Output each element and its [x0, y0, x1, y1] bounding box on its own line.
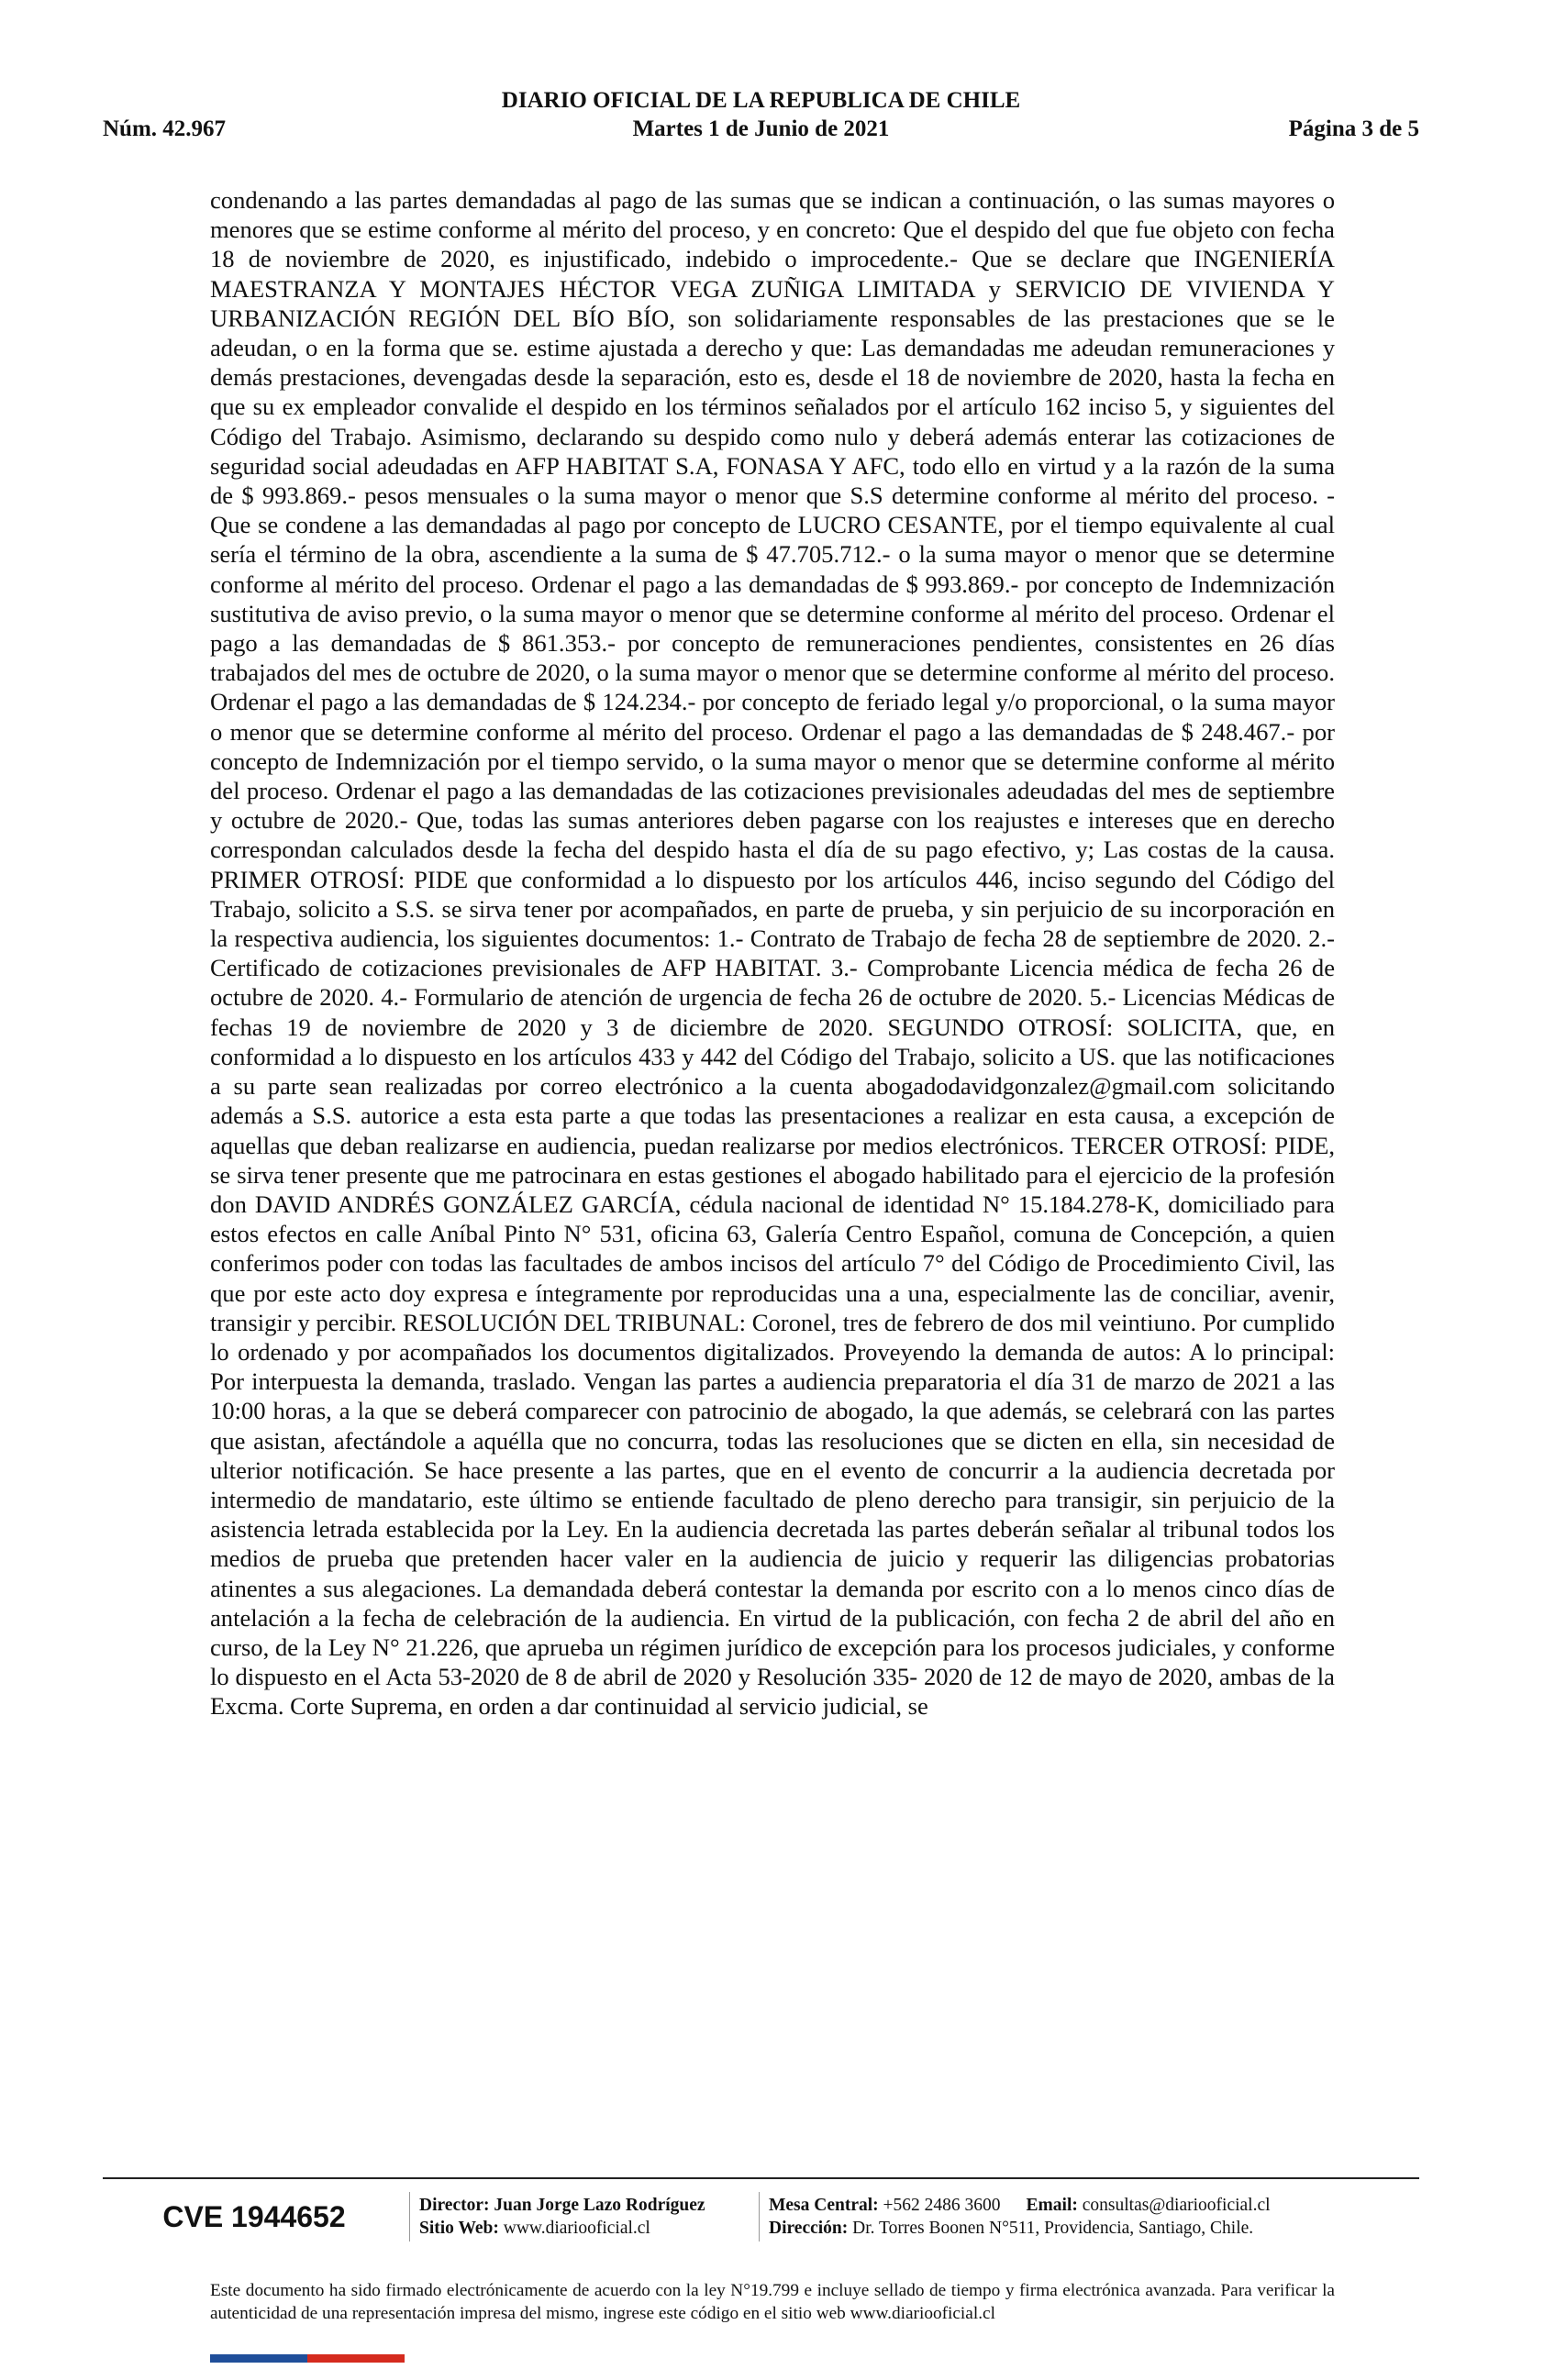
website-line	[419, 2217, 705, 2240]
page-footer	[103, 2186, 1419, 2251]
legal-notice: Este documento ha sido firmado electrónicamente de acuerdo con la ley N°19.799 e incluye sellado de tiempo y firma electrónica avanzada. Para verificar la autenticidad de una representación impresa del mismo, ingrese este código en el sitio web www.diariooficial.cl	[210, 2281, 1335, 2323]
address-value: Dr. Torres Boonen N°511, Providencia, Santiago, Chile.	[852, 2219, 1254, 2238]
director-line	[419, 2194, 705, 2217]
flag-blue-segment	[210, 2354, 307, 2363]
footer-separator	[759, 2192, 760, 2242]
body-paragraph: condenando a las partes demandadas al pago de las sumas que se indican a continuación, o las sumas mayores o menores que se estime conforme al mérito del proceso, y en concreto: Que el despido del que fue objeto con fecha 18 de noviembre de 2020, es injustificado, indebido o improcedente.- Que se declare que INGENIERÍA MAESTRANZA Y MONTAJES HÉCTOR VEGA ZUÑIGA LIMITADA y SERVICIO DE VIVIENDA Y URBANIZACIÓN REGIÓN DEL BÍO BÍO, son solidariamente responsables de las prestaciones que se le adeudan, o en la forma que se. estime ajustada a derecho y que: Las demandadas me adeudan remuneraciones y demás prestaciones, devengadas desde la separación, esto es, desde el 18 de noviembre de 2020, hasta la fecha en que su ex empleador convalide el despido en los términos señalados por el artículo 162 inciso 5, y siguientes del Código del Trabajo. Asimismo, declarando su despido como nulo y deberá además enterar las cotizaciones de seguridad social adeudadas en AFP HABITAT S.A, FONASA Y AFC, todo ello en virtud y a la razón de la suma de $ 993.869.- pesos mensuales o la suma mayor o menor que S.S determine conforme al mérito del proceso. - Que se condene a las demandadas al pago por concepto de LUCRO CESANTE, por el tiempo equivalente al cual sería el término de la obra, ascendiente a la suma de $ 47.705.712.- o la suma mayor o menor que se determine conforme al mérito del proceso. Ordenar el pago a las demandadas de $ 993.869.- por concepto de Indemnización sustitutiva de aviso previo, o la suma mayor o menor que se determine conforme al mérito del proceso. Ordenar el pago a las demandadas de $ 861.353.- por concepto de remuneraciones pendientes, consistentes en 26 días trabajados del mes de octubre de 2020, o la suma mayor o menor que se determine conforme al mérito del proceso. Ordenar el pago a las demandadas de $ 124.234.- por concepto de feriado legal y/o proporcional, o la suma mayor o menor que se determine conforme al mérito del proceso. Ordenar el pago a las demandadas de $ 248.467.- por concepto de Indemnización por el tiempo servido, o la suma mayor o menor que se determine conforme al mérito del proceso. Ordenar el pago a las demandadas de las cotizaciones previsionales adeudadas del mes de septiembre y octubre de 2020.- Que, todas las sumas anteriores deben pagarse con los reajustes e intereses que en derecho correspondan calculados desde la fecha del despido hasta el día de su pago efectivo, y; Las costas de la causa. PRIMER OTROSÍ: PIDE que conformidad a lo dispuesto por los artículos 446, inciso segundo del Código del Trabajo, solicito a S.S. se sirva tener por acompañados, en parte de prueba, y sin perjuicio de su incorporación en la respectiva audiencia, los siguientes documentos: 1.- Contrato de Trabajo de fecha 28 de septiembre de 2020. 2.- Certificado de cotizaciones previsionales de AFP HABITAT. 3.- Comprobante Licencia médica de fecha 26 de octubre de 2020. 4.- Formulario de atención de urgencia de fecha 26 de octubre de 2020. 5.- Licencias Médicas de fechas 19 de noviembre de 2020 y 3 de diciembre de 2020. SEGUNDO OTROSÍ: SOLICITA, que, en conformidad a lo dispuesto en los artículos 433 y 442 del Código del Trabajo, solicito a US. que las notificaciones a su parte sean realizadas por correo electrónico a la cuenta abogadodavidgonzalez@gmail.com solicitando además a S.S. autorice a esta esta parte a que todas las presentaciones a realizar en esta causa, a excepción de aquellas que deban realizarse en audiencia, puedan realizarse por medios electrónicos. TERCER OTROSÍ: PIDE, se sirva tener presente que me patrocinara en estas gestiones el abogado habilitado para el ejercicio de la profesión don DAVID ANDRÉS GONZÁLEZ GARCÍA, cédula nacional de identidad N° 15.184.278-K, domiciliado para estos efectos en calle Aníbal Pinto N° 531, oficina 63, Galería Centro Español, comuna de Concepción, a quien conferimos poder con todas las facultades de ambos incisos del artículo 7° del Código de Procedimiento Civil, las que por este acto doy expresa e íntegramente por reproducidas una a una, especialmente las de conciliar, avenir, transigir y percibir. RESOLUCIÓN DEL TRIBUNAL: Coronel, tres de febrero de dos mil veintiuno. Por cumplido lo ordenado y por acompañados los documentos digitalizados. Proveyendo la demanda de autos: A lo principal: Por interpuesta la demanda, traslado. Vengan las partes a audiencia preparatoria el día 31 de marzo de 2021 a las 10:00 horas, a la que se deberá comparecer con patrocinio de abogado, la que además, se celebrará con las partes que asistan, afectándole a aquélla que no concurra, todas las resoluciones que se dicten en ella, sin necesidad de ulterior notificación. Se hace presente a las partes, que en el evento de concurrir a la audiencia decretada por intermedio de mandatario, este último se entiende facultado de pleno derecho para transigir, sin perjuicio de la asistencia letrada establecida por la Ley. En la audiencia decretada las partes deberán señalar al tribunal todos los medios de prueba que pretenden hacer valer en la audiencia de juicio y requerir las diligencias probatorias atinentes a sus alegaciones. La demandada deberá contestar la demanda por escrito con a lo menos cinco días de antelación a la fecha de celebración de la audiencia. En virtud de la publicación, con fecha 2 de abril del año en curso, de la Ley N° 21.226, que aprueba un régimen jurídico de excepción para los procesos judiciales, y conforme lo dispuesto en el Acta 53-2020 de 8 de abril de 2020 y Resolución 335- 2020 de 12 de mayo de 2020, ambas de la Excma. Corte Suprema, en orden a dar continuidad al servicio judicial, se	[210, 186, 1335, 1721]
phone-label: Mesa Central:	[769, 2196, 879, 2215]
website-label: Sitio Web:	[419, 2219, 499, 2238]
footer-divider	[103, 2177, 1419, 2179]
footer-director-block	[419, 2194, 705, 2240]
cve-code: CVE 1944652	[162, 2200, 346, 2233]
email-label: Email:	[1026, 2196, 1078, 2215]
footer-separator	[409, 2192, 410, 2242]
email-link[interactable]: consultas@diariooficial.cl	[1082, 2196, 1271, 2215]
header-center	[103, 86, 1419, 143]
website-link[interactable]: www.diariooficial.cl	[503, 2219, 650, 2238]
address-line	[769, 2217, 1271, 2240]
document-body	[210, 185, 1335, 2125]
newspaper-title: DIARIO OFICIAL DE LA REPUBLICA DE CHILE	[501, 88, 1021, 113]
director-name: Juan Jorge Lazo Rodríguez	[494, 2196, 705, 2215]
contact-line	[769, 2194, 1271, 2217]
phone-value: +562 2486 3600	[883, 2196, 1001, 2215]
issue-date: Martes 1 de Junio de 2021	[632, 116, 890, 141]
issue-number: Núm. 42.967	[103, 116, 227, 141]
chile-flag-stripe	[210, 2354, 405, 2363]
flag-red-segment	[307, 2354, 405, 2363]
page-header	[103, 86, 1419, 150]
address-label: Dirección:	[769, 2219, 849, 2238]
footer-contact-block	[769, 2194, 1271, 2240]
director-label: Director:	[419, 2196, 490, 2215]
page-indicator: Página 3 de 5	[1288, 116, 1419, 141]
